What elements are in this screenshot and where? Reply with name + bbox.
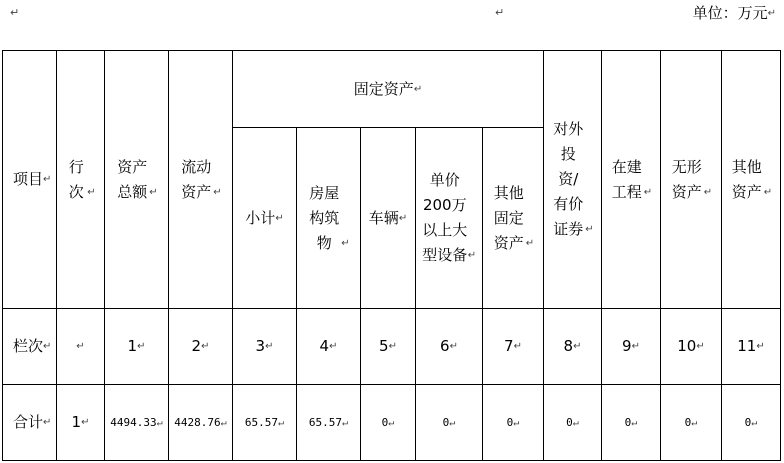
header-external-investment: 对外投资/有价证券 ↵ [544, 51, 602, 309]
row-no-cell: 1↵ [57, 385, 105, 461]
asset-table [2, 50, 781, 461]
header-fixed-assets: 固定资产↵ [233, 51, 544, 128]
column-number-cell: 4↵ [297, 309, 361, 385]
header-vehicles: 车辆↵ [361, 128, 416, 309]
total-row [3, 385, 781, 461]
header-construction: 在建工程 ↵ [602, 51, 661, 309]
header-other-assets: 其他资产 ↵ [722, 51, 781, 309]
row-label-column-numbers: 栏次↵ [3, 309, 57, 385]
value-cell: 65.57↵ [297, 385, 361, 461]
header-row-no: 行次 ↵ [57, 51, 105, 309]
value-cell: 4428.76↵ [169, 385, 233, 461]
value-cell: 65.57↵ [233, 385, 297, 461]
column-number-cell: 8↵ [544, 309, 602, 385]
value-cell: 0↵ [661, 385, 722, 461]
paragraph-mark: ↵ [495, 6, 505, 19]
header-buildings: 房屋构筑物 ↵ [297, 128, 361, 309]
column-number-cell: 5↵ [361, 309, 416, 385]
header-total-assets: 资产总额 ↵ [105, 51, 169, 309]
column-number-cell: 7↵ [483, 309, 544, 385]
column-number-cell: 2↵ [169, 309, 233, 385]
header-project: 项目↵ [3, 51, 57, 309]
row-no-cell: ↵ [57, 309, 105, 385]
header-intangible: 无形资产 ↵ [661, 51, 722, 309]
value-cell: 0↵ [722, 385, 781, 461]
value-cell: 4494.33↵ [105, 385, 169, 461]
header-current-assets: 流动资产 ↵ [169, 51, 233, 309]
paragraph-mark: ↵ [10, 6, 20, 19]
column-number-cell: 10↵ [661, 309, 722, 385]
value-cell: 0↵ [361, 385, 416, 461]
header-row-1 [3, 51, 781, 128]
column-number-cell: 1↵ [105, 309, 169, 385]
value-cell: 0↵ [544, 385, 602, 461]
value-cell: 0↵ [416, 385, 483, 461]
column-numbers-row [3, 309, 781, 385]
column-number-cell: 3↵ [233, 309, 297, 385]
column-number-cell: 6↵ [416, 309, 483, 385]
value-cell: 0↵ [483, 385, 544, 461]
column-number-cell: 9↵ [602, 309, 661, 385]
value-cell: 0↵ [602, 385, 661, 461]
unit-label: 单位：万元↵ [692, 4, 776, 22]
header-subtotal: 小计↵ [233, 128, 297, 309]
header-large-equipment: 单价200万以上大型设备↵ [416, 128, 483, 309]
column-number-cell: 11↵ [722, 309, 781, 385]
header-other-fixed: 其他固定资产 ↵ [483, 128, 544, 309]
row-label-total: 合计↵ [3, 385, 57, 461]
